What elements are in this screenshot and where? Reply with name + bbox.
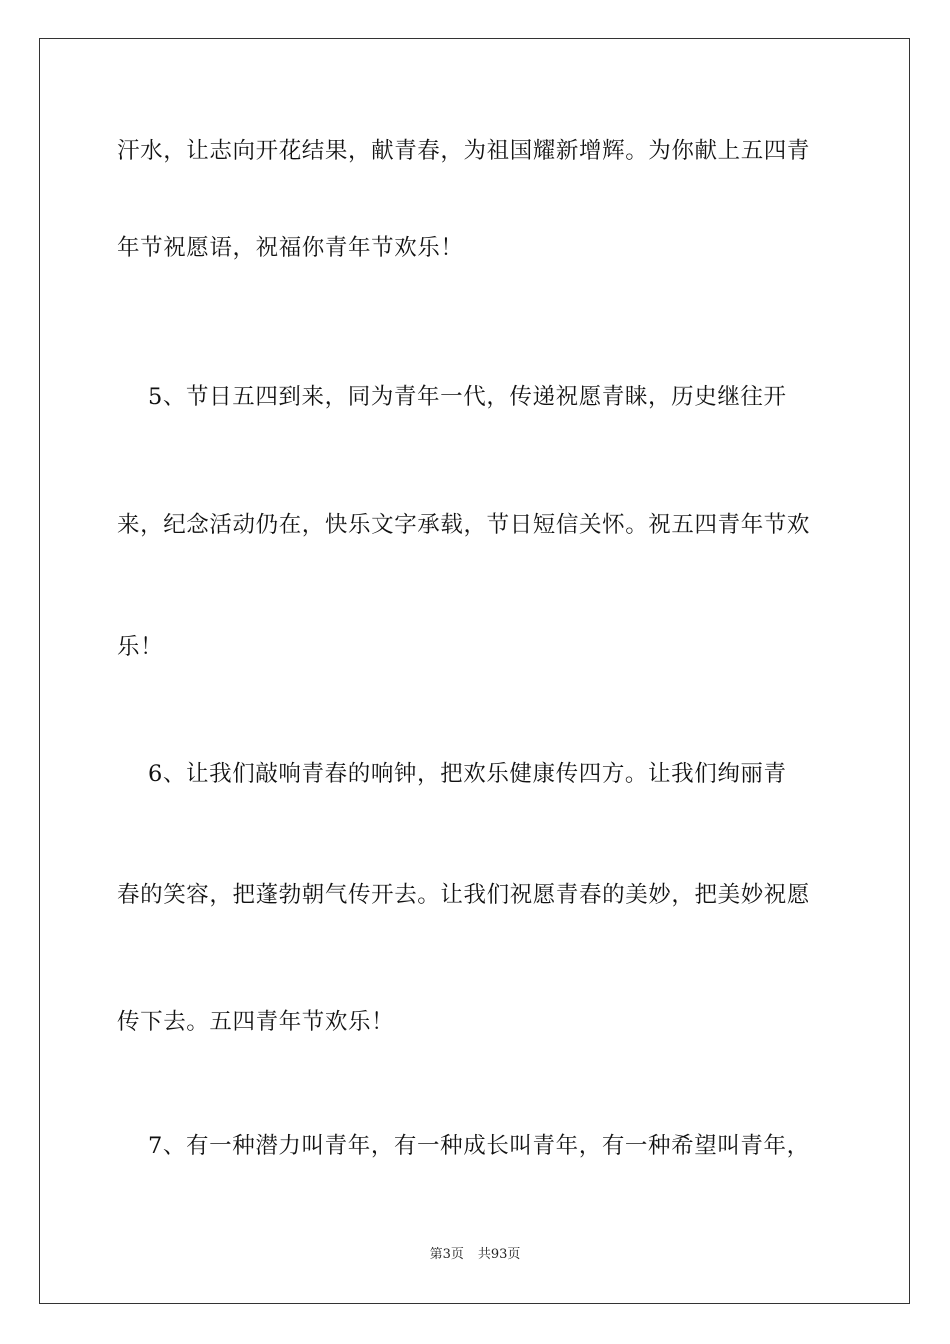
page-border xyxy=(39,38,910,1304)
text-line: 乐！ xyxy=(117,634,164,660)
text-line: 年节祝愿语，祝福你青年节欢乐！ xyxy=(117,235,464,261)
text-line: 6、让我们敲响青春的响钟，把欢乐健康传四方。让我们绚丽青 xyxy=(117,761,787,787)
page-footer xyxy=(0,1246,950,1264)
text-line: 来，纪念活动仍在，快乐文字承载，节日短信关怀。祝五四青年节欢 xyxy=(117,512,811,538)
page-total: 共93页 xyxy=(477,1247,521,1262)
text-line: 春的笑容，把蓬勃朝气传开去。让我们祝愿青春的美妙，把美妙祝愿 xyxy=(117,882,811,908)
text-line: 传下去。五四青年节欢乐！ xyxy=(117,1009,395,1035)
text-line: 汗水，让志向开花结果，献青春，为祖国耀新增辉。为你献上五四青 xyxy=(117,138,811,164)
text-line: 5、节日五四到来，同为青年一代，传递祝愿青睐，历史继往开 xyxy=(117,384,787,410)
page-number: 第3页 xyxy=(429,1247,464,1262)
text-line: 7、有一种潜力叫青年，有一种成长叫青年，有一种希望叫青年， xyxy=(117,1133,810,1159)
